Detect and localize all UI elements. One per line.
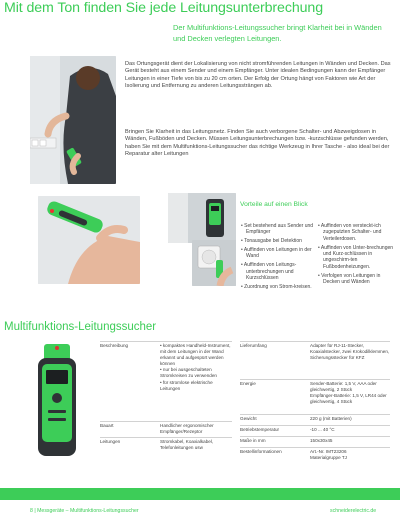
features-list-left xyxy=(241,223,314,293)
photo-detector-socket-illustration xyxy=(168,193,236,243)
photo-socket-hand xyxy=(192,240,236,286)
page-title: Mit dem Ton finden Sie jede Leitungsunterbrechung xyxy=(4,0,324,16)
footer-page-info: 8 | Messgeräte – Multifunktions-Leitungssucher xyxy=(30,508,139,514)
spec-label: Betriebstemperatur xyxy=(240,427,280,432)
spec-divider xyxy=(240,341,390,342)
feature-item: • Auffinden von versteckt-ich zugeputzten Schalter- und Verteilerdosen. xyxy=(318,223,396,242)
spec-value: Stromkabel, Koaxialkabel, Telefonleitungen usw xyxy=(160,439,214,451)
leitungssucher-device-icon xyxy=(30,340,84,462)
photo-hand-detector-illustration xyxy=(38,196,140,284)
spec-divider xyxy=(240,425,390,426)
paragraph-usage: Bringen Sie Klarheit in das Leitungsnetz. Finden Sie auch verborgene Schalter- und Abzweigdosen in Wänden, Fußböden und Decken. Müssen Leitungsunterbrechungen bzw. -kurzschlüsse gefunden werden, haben Sie mit dem Multifunktions-Leitungssucher das richtige Werkzeug in Ihrer Tasche - also ideal bei der Reparatur alter Leitungen xyxy=(125,129,390,158)
photo-detector-socket xyxy=(168,193,236,243)
photo-wall-detection xyxy=(30,56,116,184)
spec-label: Lieferumfang xyxy=(240,343,267,348)
spec-value: -10 ... 40 °C xyxy=(310,427,335,432)
feature-item: • Zuordnung von Strom-kreisen. xyxy=(241,284,314,290)
spec-value: 150x30x45 xyxy=(310,438,333,443)
spec-divider xyxy=(100,341,232,342)
spec-value: • kompaktes Handheld-Instrument, mit dem Leitungen in der Wand erkannt und aufgespürt werden können • nur bei ausgeschalteten Stromkreisen zu verwenden • für stromlose elektrische Leitungen xyxy=(160,343,231,391)
spec-value: Handlicher ergonomischer Empfänger/Rezeptor xyxy=(160,423,214,435)
intro-text: Der Multifunktions-Leitungssucher bringt Klarheit bei in Wänden und Decken verlegten Leitungen. xyxy=(173,23,382,43)
photo-wall-detection-illustration xyxy=(30,56,116,184)
paragraph-description: Das Ortungsgerät dient der Lokalisierung von nicht stromführenden Leitungen in Wänden und Decken. Das Gerät besteht aus einem Sender und einem Empfänger. Unter idealen Bedingungen kann der Empfänger Leitungen in einer Tiefe von bis zu 20 cm orten. Der Erfolg der Ortung hängt von Faktoren wie Art der Isolierung und Entfernung zu anderen Leitungssträngen ab. xyxy=(125,61,391,90)
features-list-right xyxy=(318,223,396,288)
spec-label: Bestellinformationen xyxy=(240,449,282,454)
spec-divider xyxy=(100,421,232,422)
section-title: Multifunktions-Leitungssucher xyxy=(4,321,157,333)
product-image xyxy=(30,340,84,462)
photo-hand-detector xyxy=(38,196,140,284)
footer-bar xyxy=(0,488,400,500)
spec-divider xyxy=(240,379,390,380)
feature-item: • Tonausgabe bei Detektion xyxy=(241,238,314,244)
feature-item: • Auffinden von Unter-brechungen und Kurz-schlüssen in ungeschirm-ten Fußbodenheizungen. xyxy=(318,245,396,271)
spec-value: 220 g (mit Batterien) xyxy=(310,416,352,421)
spec-value: Art.-Nr. IMT23206 Materialgruppe TJ xyxy=(310,449,347,461)
features-title: Vorteile auf einen Blick xyxy=(240,201,308,208)
spec-label: Gewicht xyxy=(240,416,257,421)
spec-divider xyxy=(240,414,390,415)
feature-item: • Set bestehend aus Sender und Empfänger xyxy=(241,223,314,236)
spec-label: Beschreibung xyxy=(100,343,129,348)
spec-label: Maße in mm xyxy=(240,438,266,443)
photo-socket-hand-illustration xyxy=(192,240,236,286)
footer-website-link[interactable]: schneiderelectric.de xyxy=(330,508,377,514)
spec-label: Bauart xyxy=(100,423,114,428)
spec-label: Energie xyxy=(240,381,256,386)
spec-divider xyxy=(240,447,390,448)
spec-value: Sender-Batterie: 1,5 V, AAA oder gleichwertig, 2 Stück Empfänger-Batterie: 1,5 V, LR44 oder gleichwertig, 4 Stück xyxy=(310,381,387,405)
feature-item: • Verfolgen von Leitungen in Decken und Wänden xyxy=(318,273,396,286)
spec-value: Adapter für RJ-11-Stecker, Koaxialstecker, zwei Krokodilklemmen, Sicherungsstecker für KFZ xyxy=(310,343,390,361)
feature-item: • Auffinden von Leitungs-unterbrechungen und Kurzschlüssen xyxy=(241,262,314,281)
feature-item: • Auffinden von Leitungen in der Wand xyxy=(241,247,314,260)
spec-label: Leitungen xyxy=(100,439,121,444)
spec-divider xyxy=(240,436,390,437)
spec-divider xyxy=(100,437,232,438)
